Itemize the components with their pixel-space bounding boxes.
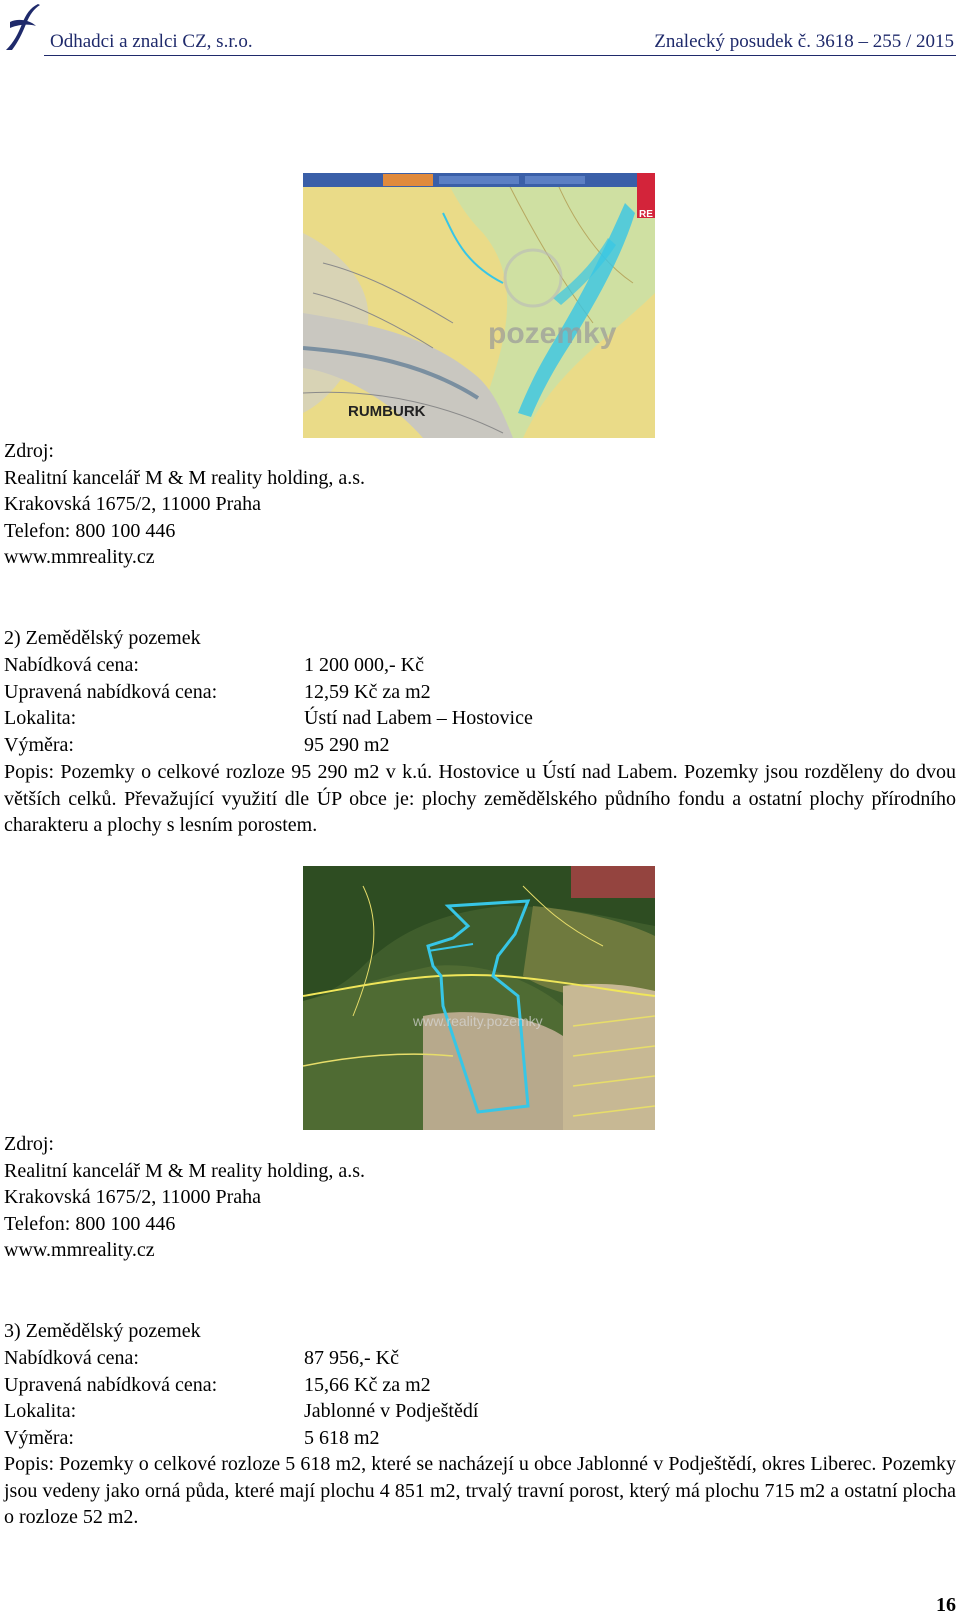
company-name: Odhadci a znalci CZ, s.r.o. <box>50 31 253 52</box>
page-number: 16 <box>936 1594 956 1616</box>
svg-text:RE: RE <box>639 209 653 220</box>
detail-label: Upravená nabídková cena: <box>4 1373 218 1396</box>
company-logo-icon <box>4 2 42 52</box>
detail-row <box>4 705 954 732</box>
detail-value: 12,59 Kč za m2 <box>304 680 431 703</box>
item2-description: Popis: Pozemky o celkové rozloze 95 290 m2 v k.ú. Hostovice u Ústí nad Labem. Pozemky jsou rozděleny do dvou větších celků. Převažující využití dle ÚP obce je: plochy zemědělského půdního fondu a ostatní plochy přírodního charakteru a plochy s lesním porostem. <box>4 761 956 837</box>
detail-row <box>4 1398 954 1425</box>
detail-label: Lokalita: <box>4 707 77 730</box>
header-rule <box>44 55 956 56</box>
item3-title: 3) Zemědělský pozemek <box>4 1320 201 1342</box>
source-link[interactable]: www.mmreality.cz <box>4 1239 155 1262</box>
source-line: Krakovská 1675/2, 11000 Praha <box>4 1186 261 1209</box>
detail-label: Lokalita: <box>4 1400 77 1423</box>
source-line: Telefon: 800 100 446 <box>4 519 176 542</box>
map-image-rumburk <box>303 173 655 438</box>
source-heading: Zdroj: <box>4 1133 54 1155</box>
detail-value: Jablonné v Podještědí <box>304 1400 479 1423</box>
detail-value: 1 200 000,- Kč <box>304 654 424 676</box>
aerial-image-hostovice <box>303 866 655 1130</box>
source-heading: Zdroj: <box>4 440 54 462</box>
detail-value: Ústí nad Labem – Hostovice <box>304 707 533 730</box>
detail-row <box>4 1425 954 1452</box>
detail-label: Nabídková cena: <box>4 654 139 676</box>
detail-value: 87 956,- Kč <box>304 1347 399 1369</box>
detail-label: Upravená nabídková cena: <box>4 680 218 703</box>
source-block-1 <box>4 438 365 571</box>
detail-label: Nabídková cena: <box>4 1347 139 1369</box>
item3-details <box>4 1345 954 1451</box>
aerial-watermark: www.reality.pozemky <box>413 1013 543 1029</box>
detail-value: 95 290 m2 <box>304 733 390 756</box>
source-line: Realitní kancelář M & M reality holding, a.s. <box>4 466 366 489</box>
source-link[interactable]: www.mmreality.cz <box>4 546 155 569</box>
item2-details <box>4 652 954 758</box>
source-line: Krakovská 1675/2, 11000 Praha <box>4 493 261 516</box>
detail-value: 15,66 Kč za m2 <box>304 1373 431 1396</box>
detail-row <box>4 1372 954 1399</box>
map-watermark: pozemky <box>488 317 617 350</box>
item2-title: 2) Zemědělský pozemek <box>4 627 201 649</box>
detail-row <box>4 679 954 706</box>
source-line: Realitní kancelář M & M reality holding, a.s. <box>4 1159 366 1182</box>
detail-label: Výměra: <box>4 733 74 756</box>
detail-row <box>4 1345 954 1372</box>
page-header <box>0 0 960 58</box>
map-label-town: RUMBURK <box>348 403 426 420</box>
detail-row <box>4 732 954 759</box>
item3-description: Popis: Pozemky o celkové rozloze 5 618 m2, které se nacházejí u obce Jablonné v Podještědí, okres Liberec. Pozemky jsou vedeny jako orná půda, které mají plochu 4 851 m2, trvalý travní porost, který má plochu 715 m2 a ostatní plocha o rozloze 52 m2. <box>4 1453 956 1529</box>
detail-row <box>4 652 954 679</box>
detail-value: 5 618 m2 <box>304 1426 380 1449</box>
detail-label: Výměra: <box>4 1426 74 1449</box>
source-line: Telefon: 800 100 446 <box>4 1212 176 1235</box>
source-block-2 <box>4 1131 365 1264</box>
report-number: Znalecký posudek č. 3618 – 255 / 2015 <box>654 31 954 52</box>
